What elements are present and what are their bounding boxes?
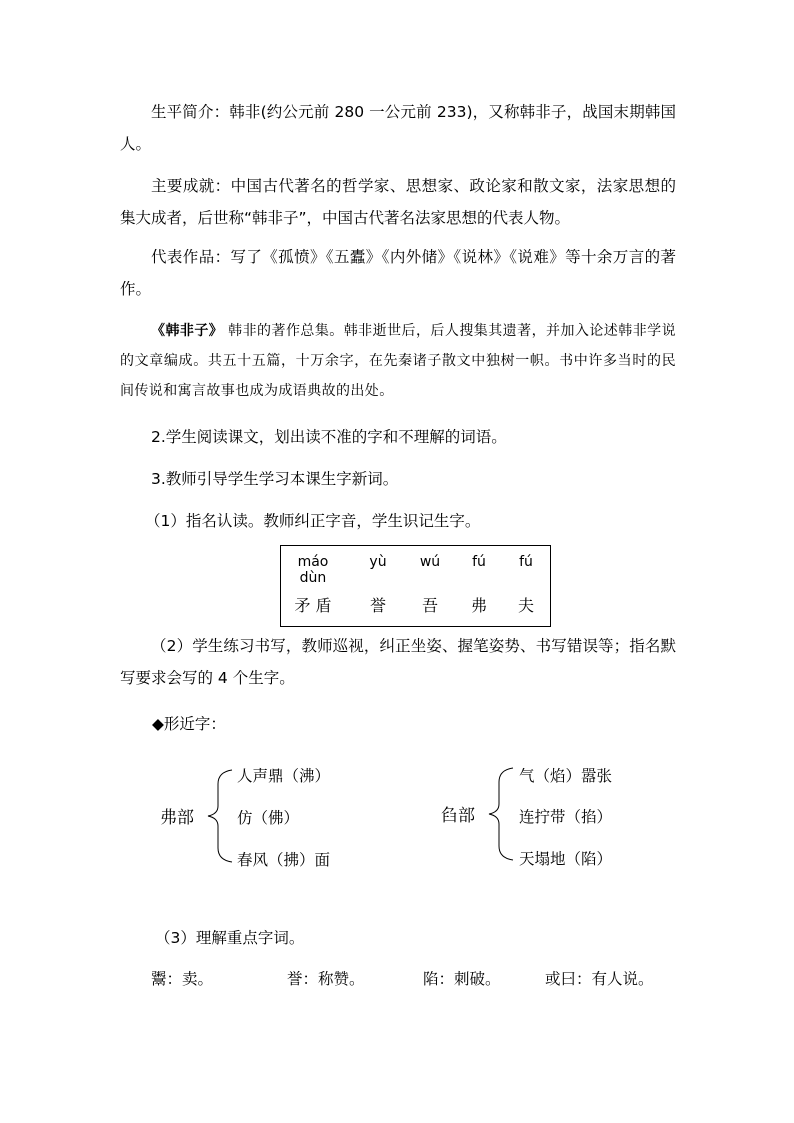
definition-3: 陷：刺破。 (423, 970, 501, 988)
step-3-sub-3: （3）理解重点字词。 (155, 929, 305, 947)
definition-1: 鬻：卖。 (151, 970, 214, 988)
group-2-brace (483, 764, 517, 864)
book-title: 《韩非子》 (151, 323, 224, 339)
achievement-paragraph: 主要成就：中国古代著名的哲学家、思想家、政论家和散文家，法家思想的集大成者，后世称“韩非子”，中国古代著名法家思想的代表人物。 (120, 177, 676, 227)
group-1-item-2: 仿（佛） (237, 809, 300, 827)
step-3-sub-1: （1）指名认读。教师纠正字音，学生识记生字。 (145, 512, 481, 530)
pinyin-2: yù (369, 554, 387, 570)
group-1-root: 弗部 (160, 808, 194, 828)
group-1-item-1: 人声鼎（沸） (237, 767, 331, 785)
pinyin-3: wú (419, 554, 441, 570)
bio-paragraph: 生平简介：韩非(约公元前 280 一公元前 233)，又称韩非子，战国末期韩国人。 (120, 103, 676, 153)
group-1-brace (202, 766, 236, 866)
pinyin-5: fú (519, 554, 533, 570)
definition-4: 或曰：有人说。 (545, 970, 654, 988)
pinyin-1: máo dùn (297, 554, 329, 586)
step-3: 3.教师引导学生学习本课生字新词。 (151, 470, 399, 488)
char-1: 矛 盾 (294, 596, 332, 615)
definition-2: 誉：称赞。 (287, 970, 365, 988)
similar-chars-heading: ◆形近字： (152, 715, 226, 733)
char-5: 夫 (517, 596, 534, 615)
char-3: 吾 (421, 596, 438, 615)
char-4: 弗 (470, 596, 487, 615)
pinyin-table (280, 545, 551, 627)
group-2-item-1: 气（焰）嚣张 (519, 767, 613, 785)
pinyin-4: fú (472, 554, 486, 570)
group-2-item-3: 天塌地（陷） (519, 850, 613, 868)
step-2: 2.学生阅读课文，划出读不准的字和不理解的词语。 (151, 428, 507, 446)
book-paragraph (120, 316, 676, 406)
works-paragraph: 代表作品：写了《孤愤》《五蠹》《内外储》《说林》《说难》等十余万言的著作。 (120, 248, 676, 298)
char-2: 誉 (369, 596, 386, 615)
group-2-item-2: 连拧带（掐） (519, 808, 613, 826)
step-3-sub-2: （2）学生练习书写，教师巡视，纠正坐姿、握笔姿势、书写错误等；指名默写要求会写的 4 个生字。 (120, 637, 676, 687)
book-text: 韩非的著作总集。韩非逝世后，后人搜集其遗著，并加入论述韩非学说的文章编成。共五十五篇，十万余字，在先秦诸子散文中独树一帜。书中许多当时的民间传说和寓言故事也成为成语典故的出处。 (120, 323, 677, 399)
group-2-root: 臽部 (441, 806, 475, 826)
group-1-item-3: 春风（拂）面 (237, 851, 331, 869)
